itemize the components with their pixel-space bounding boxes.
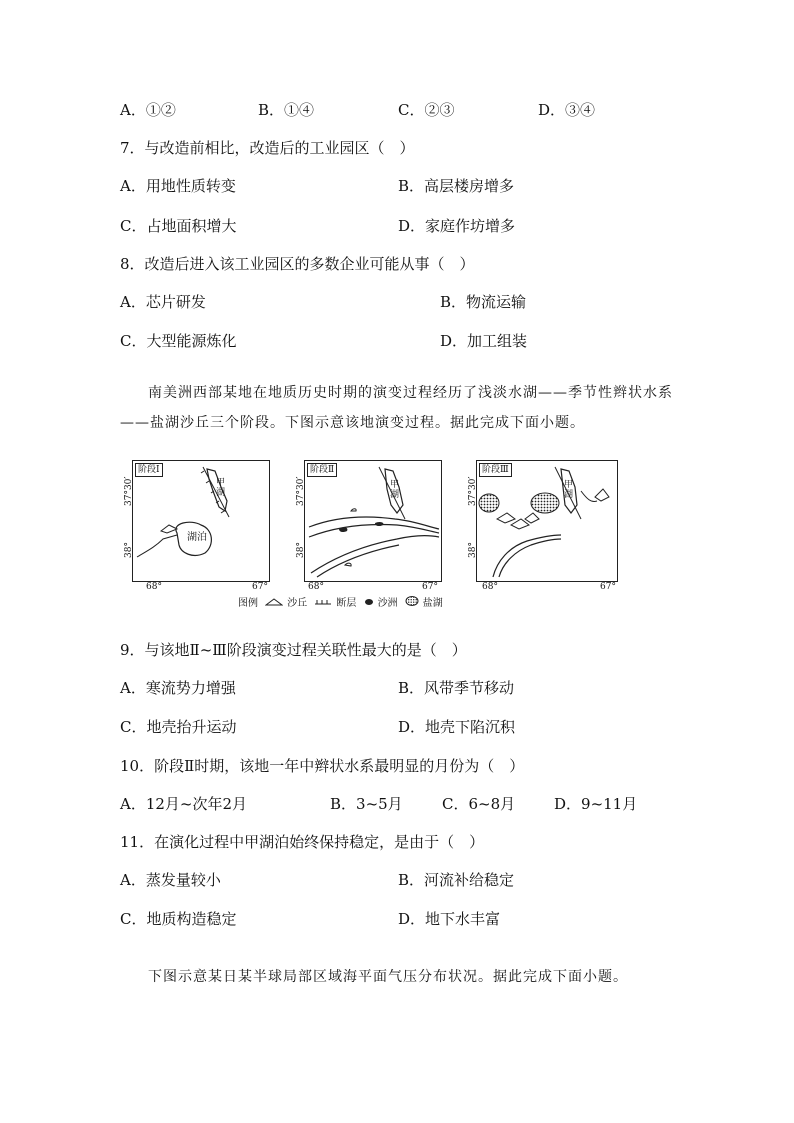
map-legend bbox=[238, 596, 447, 610]
dune-icon bbox=[265, 598, 283, 609]
map-stage-2-lon-right: 67° bbox=[422, 582, 438, 592]
map-stage-3-label: 阶段Ⅲ bbox=[479, 463, 512, 477]
stage-maps-figure bbox=[124, 458, 620, 614]
map-stage-3-lat-bottom: 38° bbox=[468, 542, 478, 558]
q8-stem: 8．改造后进入该工业园区的多数企业可能从事（ ） bbox=[120, 255, 475, 273]
legend-title: 图例 bbox=[238, 598, 258, 609]
fault-icon bbox=[314, 598, 332, 609]
map-stage-1-lon-right: 67° bbox=[252, 582, 268, 592]
map-stage-2-lon-left: 68° bbox=[308, 582, 324, 592]
q8-option-a: A．芯片研发 bbox=[120, 293, 206, 311]
map-stage-3-lat-top: 37°30′ bbox=[468, 476, 478, 506]
map-stage-3-drawing bbox=[477, 461, 617, 581]
map-stage-1 bbox=[132, 460, 270, 582]
q10-option-b: B．3~5月 bbox=[330, 795, 403, 813]
q10-option-d: D．9~11月 bbox=[554, 795, 638, 813]
map-stage-3 bbox=[476, 460, 618, 582]
map-stage-2-drawing bbox=[305, 461, 441, 581]
intro-paragraph-2: 下图示意某日某半球局部区域海平面气压分布状况。据此完成下面小题。 bbox=[148, 969, 628, 985]
map-stage-1-lat-top: 37°30′ bbox=[124, 476, 134, 506]
q9-option-a: A．寒流势力增强 bbox=[120, 679, 236, 697]
map-stage-1-lon-left: 68° bbox=[146, 582, 162, 592]
sandbar-icon bbox=[364, 598, 374, 609]
intro-paragraph-1: 南美洲西部某地在地质历史时期的演变过程经历了浅淡水湖——季节性辫状水系——盐湖沙丘三个阶段。下图示意该地演变过程。据此完成下面小题。 bbox=[120, 385, 673, 431]
q7-option-a: A．用地性质转变 bbox=[120, 177, 236, 195]
q11-option-c: C．地质构造稳定 bbox=[120, 910, 237, 928]
map-stage-2-lat-top: 37°30′ bbox=[296, 476, 306, 506]
q8-option-c: C．大型能源炼化 bbox=[120, 332, 237, 350]
q8-option-b: B．物流运输 bbox=[440, 293, 527, 311]
legend-dune: 沙丘 bbox=[287, 598, 308, 609]
q6-option-c: C．②③ bbox=[398, 101, 455, 119]
map-stage-3-lon-right: 67° bbox=[600, 582, 616, 592]
q10-stem: 10．阶段Ⅱ时期，该地一年中辫状水系最明显的月份为（ ） bbox=[120, 757, 525, 775]
q7-option-b: B．高层楼房增多 bbox=[398, 177, 515, 195]
q7-option-c: C．占地面积增大 bbox=[120, 217, 237, 235]
map-stage-2-label: 阶段Ⅱ bbox=[307, 463, 337, 477]
q9-option-d: D．地壳下陷沉积 bbox=[398, 718, 516, 736]
q7-option-d: D．家庭作坊增多 bbox=[398, 217, 516, 235]
map-stage-1-drawing bbox=[133, 461, 269, 581]
q11-stem: 11．在演化过程中甲湖泊始终保持稳定，是由于（ ） bbox=[120, 833, 485, 851]
map-stage-1-lake-label: 湖泊 bbox=[187, 532, 207, 543]
q9-option-b: B．风带季节移动 bbox=[398, 679, 515, 697]
q6-option-d: D．③④ bbox=[538, 101, 596, 119]
map-stage-1-lat-bottom: 38° bbox=[124, 542, 134, 558]
legend-sandbar: 沙洲 bbox=[377, 598, 398, 609]
q10-option-c: C．6~8月 bbox=[442, 795, 516, 813]
q6-option-a: A．①② bbox=[120, 101, 176, 119]
q11-option-d: D．地下水丰富 bbox=[398, 910, 501, 928]
map-stage-2-lake-jia: 甲湖 bbox=[390, 480, 400, 500]
q6-option-b: B．①④ bbox=[258, 101, 315, 119]
q11-option-b: B．河流补给稳定 bbox=[398, 871, 515, 889]
q7-stem: 7．与改造前相比，改造后的工业园区（ ） bbox=[120, 139, 415, 157]
legend-salt-lake: 盐湖 bbox=[422, 598, 443, 609]
map-stage-2-lat-bottom: 38° bbox=[296, 542, 306, 558]
legend-fault: 断层 bbox=[336, 598, 357, 609]
map-stage-3-lake-jia: 甲湖 bbox=[564, 480, 574, 500]
q8-option-d: D．加工组装 bbox=[440, 332, 528, 350]
map-stage-1-label: 阶段Ⅰ bbox=[135, 463, 163, 477]
map-stage-3-lon-left: 68° bbox=[482, 582, 498, 592]
q9-stem: 9．与该地Ⅱ~Ⅲ阶段演变过程关联性最大的是（ ） bbox=[120, 641, 467, 659]
map-stage-2 bbox=[304, 460, 442, 582]
q11-option-a: A．蒸发量较小 bbox=[120, 871, 221, 889]
salt-lake-icon bbox=[405, 598, 419, 609]
map-stage-1-lake-jia: 甲湖 bbox=[216, 478, 226, 498]
q10-option-a: A．12月~次年2月 bbox=[120, 795, 248, 813]
q9-option-c: C．地壳抬升运动 bbox=[120, 718, 237, 736]
